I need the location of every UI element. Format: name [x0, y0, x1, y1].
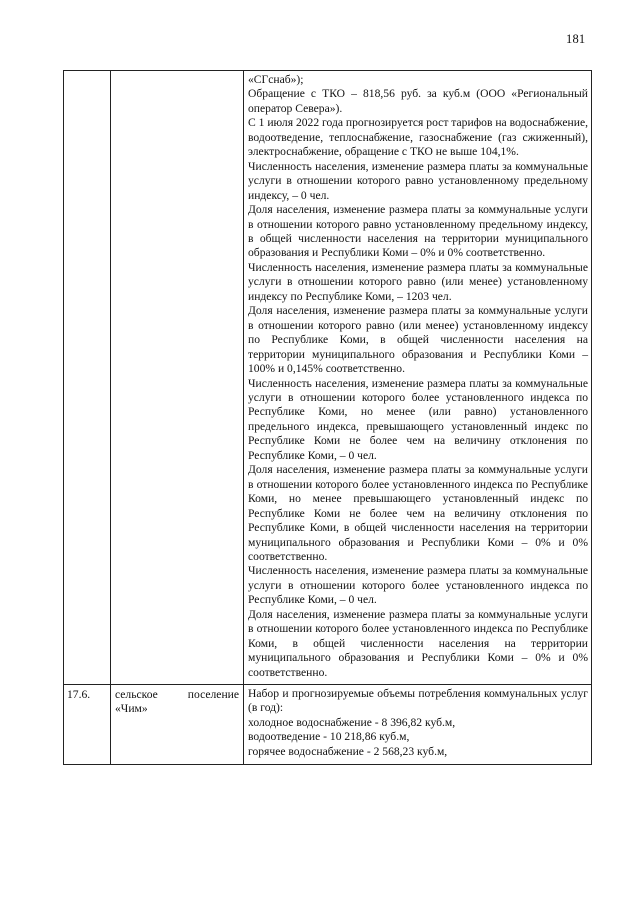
table-row	[64, 685, 592, 765]
row-number: 17.6.	[67, 688, 91, 702]
paragraph: Численность населения, изменение размера платы за коммунальные услуги в отношении которого более установленного индекса по Республике Коми, – 0 чел.	[248, 564, 588, 607]
paragraph: Доля населения, изменение размера платы за коммунальные услуги в отношении которого более установленного индекса по Республике Коми, но менее превышающего установленный индекс по Республике Коми не более чем на величину отклонения по Республике Коми, в общей численности населения на территории муниципального образования и Республики Коми – 0% и 0% соответственно.	[248, 463, 588, 563]
settlement-name-cell	[111, 685, 244, 765]
settlement-name: сельское поселение «Чим»	[115, 688, 239, 716]
description-cell	[244, 685, 592, 765]
paragraph: Доля населения, изменение размера платы за коммунальные услуги в отношении которого равно (или менее) установленному индексу по Республике Коми, в общей численности населения на территории муниципального образования и Республики Коми – 100% и 0,145% соответственно.	[248, 304, 588, 376]
row-number-cell	[64, 71, 111, 685]
paragraph: «СГснаб»);	[248, 73, 304, 86]
settlement-name-cell	[111, 71, 244, 685]
paragraph: Обращение с ТКО – 818,56 руб. за куб.м (ООО «Региональный оператор Севера»).	[248, 87, 588, 115]
paragraph: холодное водоснабжение - 8 396,82 куб.м,	[248, 715, 456, 729]
row-number-cell	[64, 685, 111, 765]
document-table	[63, 70, 592, 765]
paragraph: Численность населения, изменение размера платы за коммунальные услуги в отношении которого более установленного индекса по Республике Коми, но менее (или равно) установленного предельного индекса, превышающего установленный индекс по Республике Коми не более чем на величину отклонения по Республике Коми, – 0 чел.	[248, 376, 588, 462]
paragraph: С 1 июля 2022 года прогнозируется рост тарифов на водоснабжение, водоотведение, теплоснабжение, газоснабжение (газ сжиженный), электроснабжение, обращение с ТКО не выше 104,1%.	[248, 116, 588, 159]
paragraph: горячее водоснабжение - 2 568,23 куб.м,	[248, 744, 448, 758]
page-number: 181	[566, 32, 586, 46]
description-cell	[244, 71, 592, 685]
paragraph: Численность населения, изменение размера платы за коммунальные услуги в отношении которого равно (или менее) установленному индексу по Республике Коми, – 1203 чел.	[248, 260, 588, 303]
paragraph: Набор и прогнозируемые объемы потребления коммунальных услуг (в год):	[248, 687, 588, 715]
paragraph: Доля населения, изменение размера платы за коммунальные услуги в отношении которого более установленного индекса по Республике Коми, в общей численности населения на территории муниципального образования и Республики Коми – 0% и 0% соответственно.	[248, 607, 588, 679]
table-row	[64, 71, 592, 685]
paragraph: Численность населения, изменение размера платы за коммунальные услуги в отношении которого равно установленному предельному индексу, – 0 чел.	[248, 159, 588, 202]
paragraph: Доля населения, изменение размера платы за коммунальные услуги в отношении которого равно установленному предельному индексу, в общей численности населения на территории муниципального образования и Республики Коми – 0% и 0% соответственно.	[248, 203, 588, 260]
paragraph: водоотведение - 10 218,86 куб.м,	[248, 730, 410, 744]
